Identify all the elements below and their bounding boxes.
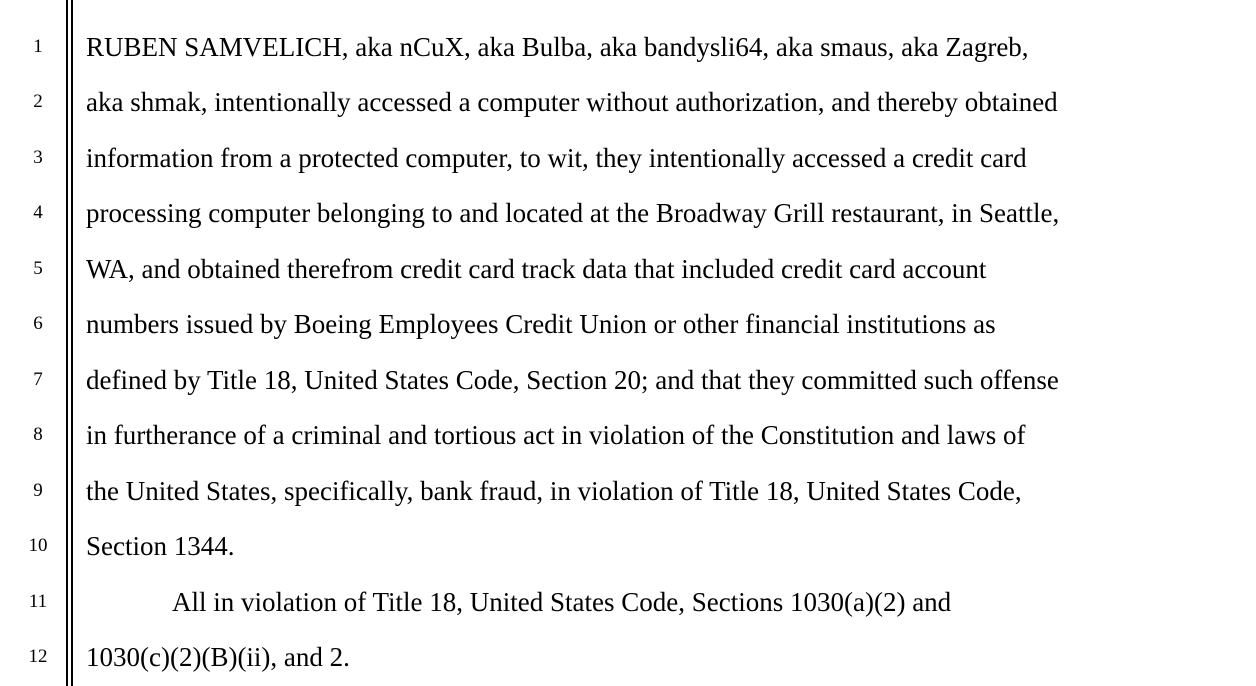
line-number: 2 (33, 91, 43, 112)
line-number: 6 (33, 313, 43, 334)
line-number: 4 (33, 202, 43, 223)
line-number: 10 (28, 535, 48, 556)
line-number: 3 (33, 147, 43, 168)
text-line: RUBEN SAMVELICH, aka nCuX, aka Bulba, aka bandysli64, aka smaus, aka Zagreb, (86, 32, 1029, 62)
text-line: the United States, specifically, bank fraud, in violation of Title 18, United States Code, (86, 476, 1022, 506)
text-line: Section 1344. (86, 531, 235, 561)
text-line: in furtherance of a criminal and tortious act in violation of the Constitution and laws of (86, 420, 1026, 450)
text-line: numbers issued by Boeing Employees Credit Union or other financial institutions as (86, 309, 996, 339)
text-line: processing computer belonging to and located at the Broadway Grill restaurant, in Seattle, (86, 198, 1060, 228)
line-number: 1 (33, 36, 43, 57)
text-line: defined by Title 18, United States Code, Section 20; and that they committed such offense (86, 365, 1059, 395)
margin-rule-left (66, 0, 68, 686)
line-number: 8 (33, 424, 43, 445)
margin-rule-right (71, 0, 73, 686)
line-number: 12 (28, 646, 48, 667)
text-line: WA, and obtained therefrom credit card track data that included credit card account (86, 254, 987, 284)
line-number: 5 (33, 258, 43, 279)
text-line: All in violation of Title 18, United States Code, Sections 1030(a)(2) and (172, 587, 952, 617)
text-line: 1030(c)(2)(B)(ii), and 2. (86, 642, 350, 672)
text-line: aka shmak, intentionally accessed a computer without authorization, and thereby obtained (86, 87, 1058, 117)
line-number: 9 (33, 480, 43, 501)
text-line: information from a protected computer, to wit, they intentionally accessed a credit card (86, 143, 1027, 173)
line-number: 7 (33, 369, 43, 390)
line-number: 11 (28, 591, 48, 612)
